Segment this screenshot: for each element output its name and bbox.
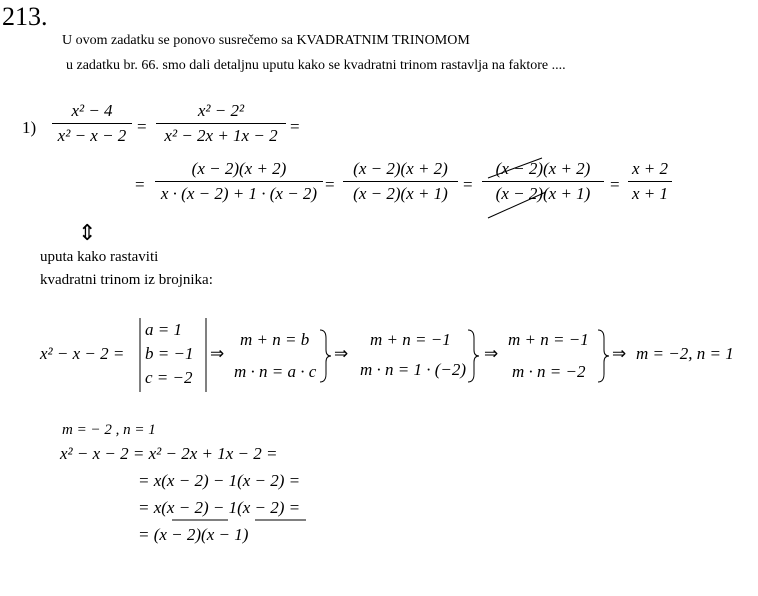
system-3-bottom: m · n = −2 bbox=[512, 362, 586, 381]
system-3-top: m + n = −1 bbox=[508, 330, 589, 349]
factor-step-4: = (x − 2)(x − 1) bbox=[138, 525, 249, 544]
system-result: m = −2, n = 1 bbox=[636, 344, 734, 363]
system-lhs: x² − x − 2 = bbox=[40, 344, 125, 363]
factor-step-1: x² − x − 2 = x² − 2x + 1x − 2 = bbox=[60, 444, 278, 463]
implies-4: ⇒ bbox=[612, 344, 627, 363]
fraction-3: (x − 2)(x + 2) x · (x − 2) + 1 · (x − 2) bbox=[155, 158, 323, 205]
intro-line-1: U ovom zadatku se ponovo susrečemo sa KVADRATNIM TRINOMOM bbox=[62, 33, 470, 48]
intro-line-2: u zadatku br. 66. smo dali detaljnu uputu kako se kvadratni trinom rastavlja na faktore .... bbox=[66, 58, 566, 73]
system-1-bottom: m · n = a · c bbox=[234, 362, 317, 381]
coef-b: b = −1 bbox=[145, 344, 194, 363]
hint-line-2: kvadratni trinom iz brojnika: bbox=[40, 272, 213, 288]
double-arrow-icon: ⇕ bbox=[78, 220, 97, 245]
fraction-5-cancelled: (x − 2)(x + 2) (x − 2)(x + 1) bbox=[482, 158, 604, 205]
system-2-bottom: m · n = 1 · (−2) bbox=[360, 360, 467, 379]
system-2-top: m + n = −1 bbox=[370, 330, 451, 349]
coef-c: c = −2 bbox=[145, 368, 193, 387]
implies-1: ⇒ bbox=[210, 344, 225, 363]
hint-line-1: uputa kako rastaviti bbox=[40, 249, 159, 265]
factor-step-2: = x(x − 2) − 1(x − 2) = bbox=[138, 471, 301, 490]
values-line: m = − 2 , n = 1 bbox=[62, 422, 156, 438]
problem-number: 213. bbox=[2, 2, 48, 31]
item-label: 1) bbox=[22, 118, 37, 137]
fraction-4: (x − 2)(x + 2) (x − 2)(x + 1) bbox=[343, 158, 458, 205]
coef-a: a = 1 bbox=[145, 320, 182, 339]
fraction-2: x² − 2² x² − 2x + 1x − 2 bbox=[156, 100, 286, 147]
implies-2: ⇒ bbox=[334, 344, 349, 363]
system-1-top: m + n = b bbox=[240, 330, 310, 349]
factor-step-3: = x(x − 2) − 1(x − 2) = bbox=[138, 498, 301, 517]
fraction-6: x + 2 x + 1 bbox=[628, 158, 672, 205]
implies-3: ⇒ bbox=[484, 344, 499, 363]
fraction-1: x² − 4 x² − x − 2 bbox=[52, 100, 132, 147]
